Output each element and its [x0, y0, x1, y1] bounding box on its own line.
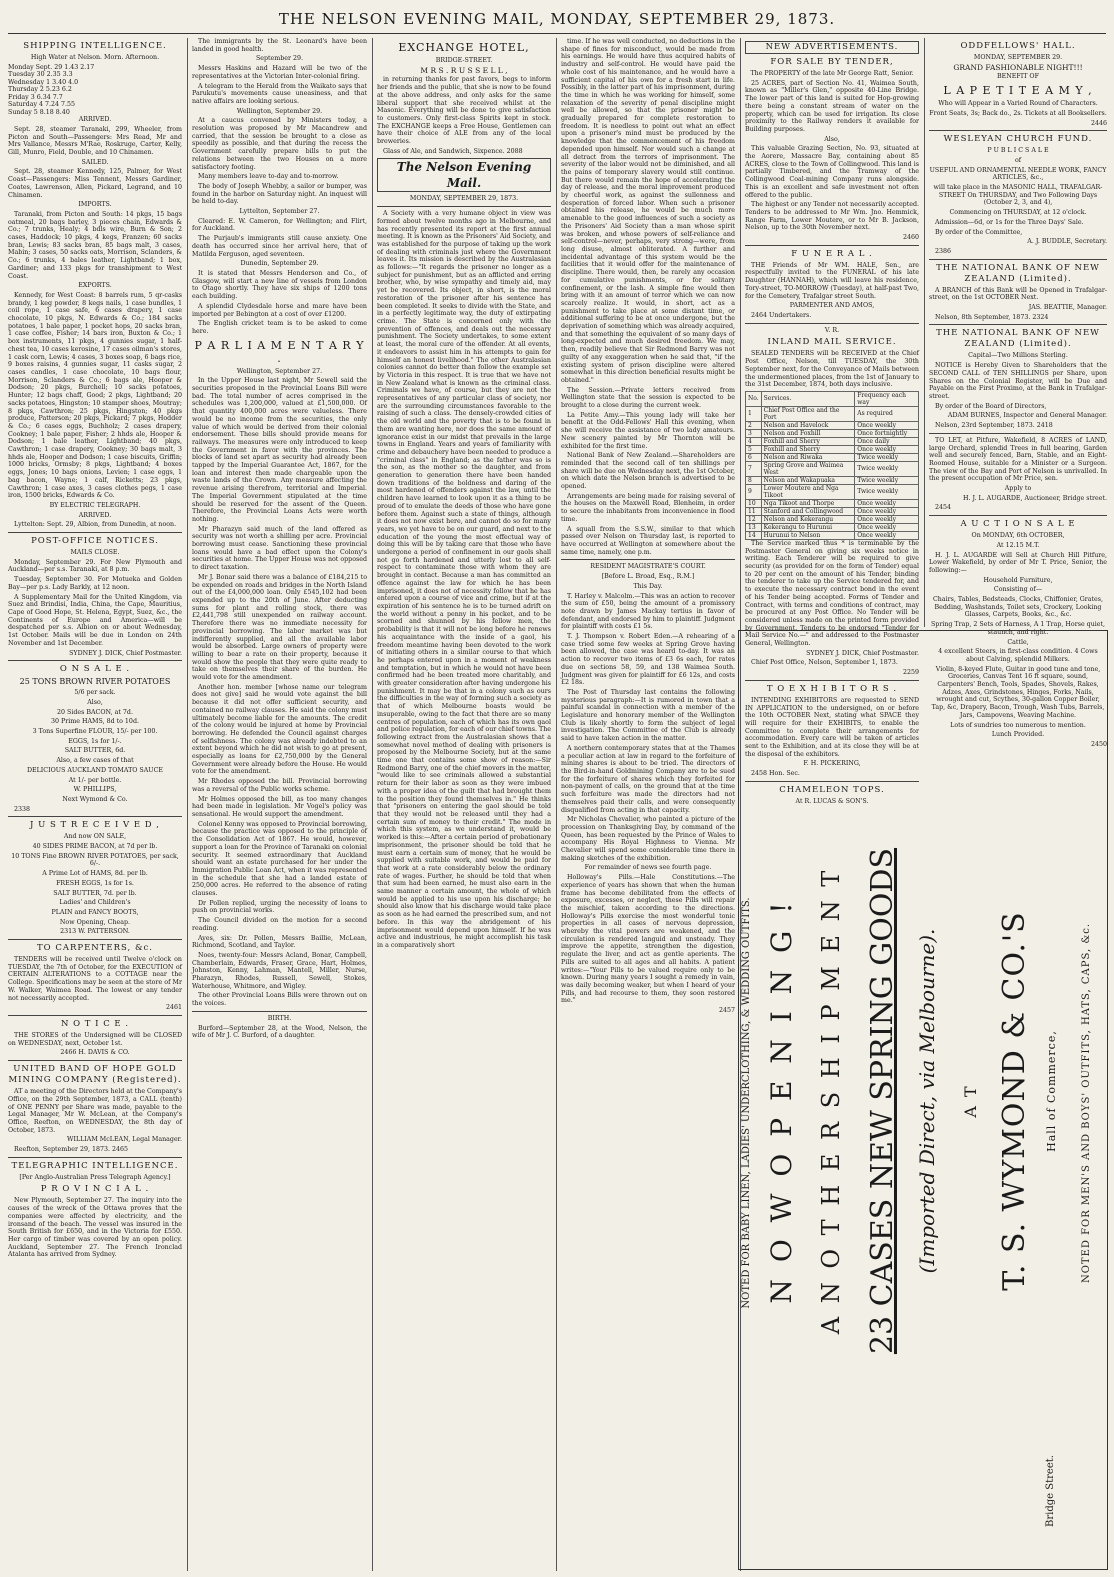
sale-line: DELICIOUS AUCKLAND TOMATO SAUCE	[26, 766, 164, 774]
ad-line-imported: (Imported Direct, via Melbourne).	[915, 928, 939, 1274]
divider	[8, 532, 182, 533]
table-row	[746, 429, 919, 437]
news-item: The Post of Thursday last contains the following mysterious paragraph:—It is rumored in town that a painful scandal in connection with a member of the Legislature and honorary member of the Wellington Club is likely shortly to form the subject of legal investigation. The Committee of the Club is already said to have taken action in the matter.	[561, 688, 735, 743]
la-petite-amy: L A P E T I T E A M Y ,	[943, 84, 1093, 98]
signature: F. H. PICKERING,	[803, 760, 861, 768]
column-5	[745, 38, 919, 805]
column-divider	[556, 38, 557, 1571]
masthead: THE NELSON EVENING MAIL, MONDAY, SEPTEMBER 29, 1873.	[278, 10, 836, 28]
parliament-text: Noes, twenty-four: Messrs Acland, Bonar, Campbell, Chamberlain, Edwards, Fraser, Grace, Hart, Holmes, Johnston, Kenny, Lahman, Mantell, Miller, Nurse, Pharazyn, Rhodes, Russell, Sewell, Stokes, Waterhouse, Whitmore, and Wigley.	[192, 951, 367, 990]
national-bank-text: NOTICE is Hereby Given to Shareholders that the SECOND CALL of TEN SHILLINGS per Share, upon Shares on the Colonial Register, will be Due and Payable on the First Proximo, at the Bank in Trafalgar-street.	[929, 362, 1107, 400]
telegraph-text: Lyttelton: Sept. 29, Albion, from Dunedin, at noon.	[14, 521, 177, 529]
news-item: The immigrants by the St. Leonard's have been landed in good health.	[192, 38, 367, 53]
table-cell: Chief Post Office and the Port	[761, 406, 855, 421]
public-sale: P U B L I C S A L E	[987, 147, 1049, 155]
court-case: T. Harley v. Malcolm.—This was an action to recover the sum of £50, being the amount of a promissory note drawn by James Mackay tertius in favor of defendant, and endorsed by him to plaintiff. Judgment for plaintiff with costs £1 5s.	[561, 592, 735, 631]
table-cell: 9	[746, 484, 762, 499]
table-cell: Nelson and Havelock	[761, 421, 855, 429]
table-cell: Nelson and Wakapuaka	[761, 476, 855, 484]
table-cell: Foxhill and Sherry	[761, 445, 855, 453]
auction-heading: A U C T I O N S A L E	[960, 519, 1076, 530]
mails-close: MAILS CLOSE.	[70, 549, 120, 557]
auction-items: Spring Trap, 2 Sets of Harness, A 1 Trap, Horse quiet, staunch, and right.	[930, 621, 1106, 636]
dateline: Nelson, 23rd September, 1873. 2418	[935, 422, 1053, 430]
table-cell: 4	[746, 437, 762, 445]
exports-heading: EXPORTS.	[78, 282, 112, 290]
auction-items: 4 excellent Steers, in first-class condition. 4 Cows about Calving, splendid Milkers.	[938, 648, 1098, 663]
table-row	[746, 515, 919, 523]
parliament-text: In the Upper House last night, Mr Sewell said the securities proposed in the Provincial Loans Bill were bad. The total number of acres comprised in the schedules was 1,200,000, valued at £1,500,000. Of that quantity 400,000 acres were valueless. There would be no income from the securities, the only value of which would be derived from their colonial endorsement. These bills should provide means for railways. The measures were only introduced to keep the Government in favor with the provinces. The blocks of land set apart as security had already been tapped by the Imperial Guarantee Act, 1867, for the loan and interest then made chargeable upon the waste lands of the Crown. Any measure affecting the revenue arising therefrom, territorial and Imperial. The Imperial Government stipulated at the time should be reserved for the assent of the Queen. Therefore, the Provincial Loans Acts were worth nothing.	[192, 377, 367, 523]
auction-items: Violin, 8-keyed Flute, Guitar in good tune and tone, Groceries, Canvas Tent 16 ft square, sound, Carpenters' Bench, Tools, Spades, Shovels, Rakes, Adzes, Axes, Grindstones, Hinges, Forks, Nails, wrought and cut, Scythes, 30-gallon Copper Boiler, Tap, &c, Drapery, Bacon, Trough, Wash Tubs, Barrels, Jars, Campovens, Weaving Machine.	[931, 665, 1105, 719]
jr-line: Now Opening, Cheap.	[59, 918, 131, 926]
arrived-text: Sept. 28, steamer Taranaki, 299, Wheeler, from Picton and South—Passengers: Mrs Read, Mr and Mrs Vallance, Messrs M'Rae, Roskruge, Carter, Kelly, Gill, Munro, Field, Double, and 10 Chinamen.	[8, 125, 182, 157]
tide-row: Monday Sept. 29 1.43 2.17	[8, 63, 95, 71]
news-item: A telegram to the Herald from the Waikato says that Parukutu's movements cause uneasiness, and that native affairs are looking serious.	[192, 82, 367, 105]
parliament-text: The other Provincial Loans Bills were thrown out on the voices.	[192, 992, 367, 1008]
news-item: A northern contemporary states that at the Thames a peculiar action at law in regard to the forfeiture of mining shares is about to be tried. The directors of the Bird-in-hand Goldmining Company are to be sued for the forfeiture of shares which they forfeited for non-payment of calls, on the ground that at the time such forfeiture was made the directors had not themselves paid their calls, and were consequently disqualified from acting in that capacity.	[561, 744, 735, 814]
table-header: Services.	[761, 391, 855, 406]
table-cell: Twice weekly	[855, 461, 919, 476]
national-bank-text: A BRANCH of this Bank will be Opened in Trafalgar-street, on the 1st OCTOBER Next.	[929, 286, 1107, 302]
table-cell: 3	[746, 429, 762, 437]
signature: H. J. L. AUGARDE, Auctioneer, Bridge street.	[962, 494, 1107, 502]
table-cell: Once weekly	[855, 499, 919, 507]
divider	[8, 660, 182, 661]
auction-heading-item: Cattle,	[1007, 638, 1029, 646]
news-item: The body of Joseph Whebby, a sailor or bumper, was found in the harbor on Saturday night. An inquest will be held to-day.	[192, 182, 367, 206]
auction-time: At 12.15 M.T.	[996, 541, 1040, 549]
table-cell: Once weekly	[855, 523, 919, 531]
divider	[8, 1015, 182, 1016]
court-heading: RESIDENT MAGISTRATE'S COURT.	[590, 563, 706, 571]
oddfellows-heading: ODDFELLOWS' HALL.	[960, 41, 1076, 51]
table-row	[746, 507, 919, 515]
table-cell: Once weekly	[855, 507, 919, 515]
table-header: No.	[746, 391, 762, 406]
ad-number: 2450	[1090, 741, 1107, 748]
tide-row: Thursday 2 5.23 6.2	[8, 86, 72, 94]
telegraphic-sub: [Per Anglo-Australian Press Telegraph Agency.]	[19, 1173, 171, 1181]
lunch-provided: Lunch Provided.	[991, 731, 1045, 739]
divider	[8, 1157, 182, 1158]
new-ads-heading: NEW ADVERTISEMENTS.	[745, 41, 919, 54]
news-item: A splendid Clydesdale horse and mare have been imported per Bebington at a cost of over £1200.	[192, 302, 367, 318]
table-row	[746, 437, 919, 445]
signature: ADAM BURNES, Inspector and General Manager.	[947, 412, 1107, 420]
exhibitors-heading: T O E X H I B I T O R S .	[766, 683, 898, 694]
divider	[929, 130, 1107, 131]
wesleyan-heading: WESLEYAN CHURCH FUND.	[943, 134, 1093, 145]
ad-line-bridge-street: Bridge Street.	[1045, 1455, 1056, 1527]
tender-text: 25 ACRES, part of Section No. 41, Waimea South, known as "Miller's Glen," opposite 40-Line Bridge. The lower part of this land is suited for Hop-growing there being a constant stream of water on the property, which can be used for irrigation. Its close proximity to the Railway renders it available for Building purposes.	[745, 79, 919, 133]
hotel-proprietor: M R S . R U S S E L L ,	[420, 65, 508, 75]
paper-title: The Nelson Evening Mail.	[377, 158, 551, 192]
court-case: T. J. Thompson v. Robert Eden.—A rehearing of a case tried some few weeks at Spring Grove having been allowed, the case was heard to-day. It was an action to recover two items of £3 6s each, for rates due on sections 58, 59, and 138 Waimea South. Judgment was given for plaintiff for £6 12s, and costs £2 18s.	[561, 633, 735, 687]
tender-also: Also,	[824, 135, 840, 143]
table-row	[746, 499, 919, 507]
column-2	[192, 38, 367, 1571]
to-let-text: TO LET, at Pitfure, Wakefield, 8 ACRES of LAND, large Orchard, splendid Trees in full bearing, Garden well and securely fenced, Barn, Stable, and an Eight-Roomed House, suitable for a Minister or a Surgeon. The view of the Bay and Port of Nelson is unrivalled. In the present occupation of Mr Price, sen.	[929, 436, 1107, 483]
sale-line: 20 Sides BACON, at 7d.	[57, 708, 133, 716]
table-row	[746, 445, 919, 453]
table-cell: 6	[746, 453, 762, 461]
ad-number: 2338	[14, 805, 31, 813]
sale-line: 5/6 per sack.	[74, 689, 116, 697]
table-cell: 11	[746, 507, 762, 515]
hotel-footer: Glass of Ale, and Sandwich, Sixpence. 2088	[383, 147, 523, 155]
sale-line: At 1/- per bottle.	[68, 776, 122, 784]
masthead-rule	[8, 33, 1106, 34]
jr-line: A Prime Lot of HAMS, 8d. per lb.	[42, 870, 148, 878]
column-1	[8, 38, 182, 1571]
column-4	[561, 38, 735, 1571]
tide-header: High Water at Nelson. Morn. Afternoon.	[30, 54, 160, 61]
ad-number: 2446	[1090, 119, 1107, 127]
table-cell: Kekerangu to Hurunui	[761, 523, 855, 531]
news-item: Mr Nicholas Chevalier, who painted a picture of the procession on Thanksgiving Day, by command of the Queen, has been requested by the Prince of Wales to accompany His Royal Highness to Vienna. Mr Chevalier will spend some considerable time there in making sketches of the exhibition.	[561, 816, 735, 862]
news-item: A squall from the S.S.W., similar to that which passed over Nelson on Thursday last, is reported to have occurred at Wellington at somewhere about the same time, namely, one p.m.	[561, 525, 735, 556]
on-sale-heading: O N S A L E .	[59, 664, 131, 675]
wesleyan-place: will take place in the MASONIC HALL, TRAFALGAR-STREET On THURSDAY, and Two Following Days (October 2, 3, and 4),	[933, 184, 1103, 207]
ad-number: 2259	[902, 669, 919, 677]
table-cell: Once weekly	[855, 421, 919, 429]
column-divider	[924, 38, 925, 627]
sailed-text: Sept. 28, steamer Kennedy, 125, Palmer, for West Coast—Passengers: Miss Tennent, Messrs Gardiner, Coates, Lawrenson, Allen, Pickard, Legrand, and 10 Chinamen.	[8, 168, 182, 199]
parliament-text: Another hon. member [whose name our telegram does not give] said he would vote against the bill because it did not offer sufficient security, and contained no railway clauses. He said the colony must ultimately become liable for the amounts. The credit of the colony would be injured at home by Provincial borrowing. He defended the Council against charges of selfishness. The colony was already indebted to an extent beyond which he did not wish to go at present, especially as loans for £2,750,000 by the General Government were already before the House. He would vote for the amendment.	[192, 683, 367, 776]
jr-line: And now ON SALE,	[63, 833, 127, 841]
carpenters-heading: TO CARPENTERS, &c.	[37, 943, 153, 954]
table-row	[746, 453, 919, 461]
table-cell: 14	[746, 531, 762, 539]
tide-row: Saturday 4 7.24 7.55	[8, 101, 76, 109]
divider	[8, 1060, 182, 1061]
national-bank-heading: THE NATIONAL BANK OF NEW ZEALAND (Limited).	[936, 328, 1100, 350]
signature: 2313 W. PATTERSON.	[60, 928, 130, 936]
table-cell: As required	[855, 406, 919, 421]
mail-notice: Monday, September 29. For New Plymouth and Auckland—per s.s. Taranaki, at 8 p.m.	[8, 558, 182, 574]
inland-mail-text: The Service marked thus * is terminable by the Postmaster General on giving six weeks notice in writing. Each Tenderer will be required to give security (as provided for on the form of Tender) equal to 20 per cent on the amount of his Tender, binding the tenderer to take up the Service tendered for, and to execute the necessary contract bond in the event of his Tender being accepted. Forms of Tender and Contract, with terms and conditions of contract, may be procured at any Post Office. No Tender will be considered unless made on the printed form provided by Government. Tenders to be endorsed "Tender for Mail Service No.—" and addressed to the Postmaster General, Wellington.	[745, 539, 919, 648]
table-cell: Lower Moutere and Nga Tikoot	[761, 484, 855, 499]
table-cell: Foxhill and Sherry	[761, 437, 855, 445]
news-item: The Purjaub's immigrants still cause anxiety. One death has occurred since her arrival here, that of Matilda Ferguson, aged seventeen.	[192, 235, 367, 258]
tender-sub: The PROPERTY of the late Mr George Ratt, Senior.	[750, 70, 914, 77]
divider	[8, 816, 182, 817]
table-cell: Once weekly	[855, 515, 919, 523]
divider	[192, 1011, 367, 1012]
ad-line-wymond: T. S. WYMOND & CO.'S	[997, 911, 1032, 1291]
dateline: Nelson, 8th September, 1873. 2324	[935, 313, 1049, 321]
news-item: Many members leave to-day and to-morrow.	[198, 173, 339, 181]
table-row	[746, 523, 919, 531]
ad-line-now-opening: N O W O P E N I N G !	[765, 898, 798, 1304]
table-cell: 10	[746, 499, 762, 507]
editorial-text: time. If he was well conducted, no deductions in the shape of fines for misconduct, would be made from his earnings. He would have thus acquired habits of industry and self-control. He would have paid the whole cost of his maintenance, and he would have a sufficient capital of his own for a fresh start in life. Possibly, in the latter part of his imprisonment, during the time in which he was working for himself, some relaxation of the severity of penal discipline might well be allowed, so that the prisoner might be gradually prepared for complete restoration to freedom. It is needless to point out what an effect upon a prisoner's mind must be produced by the knowledge that the commencement of his freedom depended upon himself. Nor would such a change at all detract from the terrors of imprisonment. The severity of the labor would not be diminished, and all the pains of temporary slavery would still continue. But there would remain the hope of accelerating the day of release, and the moral improvement produced by cheerful work, as against the sullenness and desperation of forced labor. When such a prisoner obtained his release, he would be much more amenable to the good influences of such a society as the Prisoners' Aid Society than a man whose spirit was broken, and whose powers of self-reliance and self-control—never, perhaps, very strong—were, from long disuse, almost obliterated. A further and incidental advantage of this system would be the facilities that it would offer for the maintenance of discipline. There would, then, be rarely any occasion for cumulative punishments, or for solitary confinement, or the lash. A simple fine would then bring with it an amount of terror which we can now scarcely realize. It would, in short, act as a punishment to take place at some distant time, or additional suffering to be at once undergone, but the deprivation of something which was already acquired, and that something the equivalent of so many days of long-expected and much desired freedom. We may, then, readily believe that Sir Redmond Barry was not guilty of any exaggeration when he said that, "if the existing system of prison discipline were altered somewhat in this direction beneficial results might be obtained."	[561, 38, 735, 384]
dateline: Dunedin, September 29.	[240, 260, 319, 268]
column-3	[377, 38, 551, 1571]
ad-number: Reefton, September 29, 1873. 2465	[14, 1146, 129, 1154]
telegraph-heading: BY ELECTRIC TELEGRAPH.	[49, 501, 141, 509]
divider	[561, 559, 735, 560]
sale-line: EGGS, 1s for 1/-.	[68, 737, 122, 745]
table-row	[746, 531, 919, 539]
table-cell: Twice weekly	[855, 453, 919, 461]
parliamentary-heading: P A R L I A M E N T A R Y .	[194, 338, 365, 365]
imports-text: Taranaki, from Picton and South: 14 pkgs, 15 bags oatmeal, 20 bags barley, 3 pieces chain, Edwards & Co.; 7 trunks, Healy; 4 bdls wire, Burn & Son; 2 cases, Haddock; 10 pkgs, 4 kegs, Franzen; 60 sacks bran, Lewis; 83 sacks bran, 85 bags malt, 3 cases, Mabin; 3 cases, 50 sacks oats, Morrison, Sclanders, & Co.; 6 trunks, 4 bales leather, Lightband; 1 box, Gardiner; and 133 pkgs for transhipment to West Coast.	[8, 210, 182, 280]
mail-service-table	[745, 391, 919, 540]
ad-line-mens-outfits: NOTED FOR MEN'S AND BOYS' OUTFITS, HATS, CAPS, &c.	[1081, 922, 1092, 1284]
table-cell: 1	[746, 406, 762, 421]
parliament-text: Ayes, six: Dr. Pollen, Messrs Baillie, McLean, Richmond, Scotland, and Taylor.	[192, 934, 367, 950]
tide-table	[8, 64, 182, 117]
jr-line: SALT BUTTER, 7d. per lb.	[53, 889, 137, 897]
parliament-text: Colonel Kenny was opposed to Provincial borrowing, because the practice was opposed to the principle of the Consolidation Act of 1867. He would, however, support a loan for the Province of Taranaki on colonial security. It seemed extraordinary that Auckland should want an estate purchased for her under the Immigration Public Loan Act, when it was represented in the schedule that she had a landed estate of 250,000 acres. He referred to the absence of rating clauses.	[192, 820, 367, 898]
jr-line: PLAIN and FANCY BOOTS,	[51, 908, 139, 916]
auction-text: H. J. L. AUGARDE will Sell at Church Hill Pitfure, Lower Wakefield, by order of Mr T. Price, Senior, the following:—	[929, 551, 1107, 574]
inland-mail-text: SEALED TENDERS will be RECEIVED at the Chief Post Office, Nelson, till TUESDAY, the 30th September next, for the Conveyance of Mails between the undermentioned places, from the 1st of January to the 31st December, 1874, both days inclusive.	[745, 350, 919, 389]
table-cell: Once weekly	[855, 531, 919, 539]
divider	[745, 323, 919, 324]
table-cell: Nelson and Foxhill	[761, 429, 855, 437]
table-cell: 7	[746, 461, 762, 476]
news-item: National Bank of New Zealand.—Shareholders are reminded that the second call of ten shillings per share will be due on Wednesday next, the 1st October, on which date the Nelson branch is advertised to be opened.	[561, 452, 735, 491]
table-cell: Stanford and Collingwood	[761, 507, 855, 515]
ad-line-spring-goods: 23 CASES NEW SPRING GOODS	[865, 847, 900, 1355]
parliament-text: Mr Pharazyn said much of the land offered as security was not worth a shilling per acre. Provincial borrowing must cease. Sanctioning these provincial loans would have a bad effect upon the Colony's securities at home. The Upper House was not opposed to direct taxation.	[192, 525, 367, 572]
potatoes-headline: 25 TONS BROWN RIVER POTATOES	[19, 677, 171, 687]
to-let-apply: Apply to	[1004, 485, 1032, 493]
parliament-text: Mr J. Bonar said there was a balance of £184,215 to be expended on roads and bridges in the North Island out of the £4,000,000 loan. Only £545,102 had been expended up to the 20th of June. After deducting sums for plant and rolling stock, there was £2,441,798 still unexpended on railway account. Therefore there was no immediate necessity for provincial borrowing. The labor market was but indifferently supplied, and all the available labor would be absorbed. Large owners of property were willing to bear a rate on their property, because it would show the people that they were quite ready to take on themselves their share of the burden. He would vote for the amendment.	[192, 573, 367, 682]
ad-number: 2454	[935, 504, 952, 512]
birth-text: Burford—September 28, at the Wood, Nelson, the wife of Mr J. C. Burford, of a daughter.	[192, 1024, 367, 1040]
hotel-address: BRIDGE-STREET.	[435, 57, 493, 64]
post-office-heading: POST-OFFICE NOTICES.	[31, 536, 159, 547]
dateline: Lyttelton, September 27.	[239, 208, 320, 216]
auction-items: Lots of sundries too numerous to mention.	[950, 721, 1086, 729]
ad-line-at: A T	[961, 1084, 980, 1118]
column-divider	[372, 38, 373, 1571]
band-of-hope-text: AT a meeting of the Directors held at the Company's Office, on the 29th September, 1873, a CALL (tenth) of ONE PENNY per Share was made, payable to the Legal Manager, Mr W. McLean, at the Company's Office, Reefton, on WEDNESDAY, the 8th day of October, 1873.	[8, 1088, 182, 1134]
divider	[745, 245, 919, 246]
imports-heading: IMPORTS.	[78, 201, 112, 209]
table-cell: Once fortnightly	[855, 429, 919, 437]
tide-row: Friday 3 6.34 7.7	[8, 93, 63, 101]
exports-text: Kennedy, for West Coast: 8 barrels rum, 5 qr-casks brandy, 1 keg powder, 8 kegs nails, 1 case bundles, 1 coil rope, 1 case safe, 6 cases drapery, 1 case chocolate, 10 pkgs, N. Edwards & Co.; 184 sacks potatoes, 1 bale paper, 1 pocket hops, 20 sacks bran, 1 case coffee, Fisher; 14 bars iron, Buxton & Co.; 1 box instruments, 11 pkgs, 4 gunnies sugar, 1 half-chest tea, 10 cases kerosine, 17 cases oilman's stores, 1 cask corn, Lewis; 4 cases, 3 boxes soap, 6 bags rice, 9 boxes raisins, 4 gunnies sugar, 11 casks sugar, 2 cases candles, 1 case chocolate, 10 bags flour, Morrison, Sclanders & Co.; 6 bags ale, Hooper & Dodson; 20 pkgs, Burchell; 10 sacks potatoes, Hunter; 12 bags chaff, Good; 2 pkgs, Lightband; 20 sacks potatoes, Hingston; 10 stamper shoes, Moutray; 8 pkgs, Cawthron; 25 pkgs, Hingston; 40 pkgs produce, Patterson; 20 pkgs, Pickard; 7 pkgs, Hodder & Co.; 6 cases eggs, Buchholz; 2 cases drapery, Cookney; 1 bale paper, Fisher; 2 hhds ale, Hooper & Dodson; 1 bale leather, Lightband; 40 pkgs, Cawthron; 1 case drapery, Cookney; 30 bags malt, 3 hhds ale, Hooper and Dodson; 1 case biscuits, Griffin; 1000 bricks, Ormsby; 8 pkgs, Lightband; 4 boxes eggs, Jones; 10 bags onions, Levien; 1 case eggs, 1 bag bacon, Wayne; 1 calf, Ricketts; 23 pkgs, Cawthron; 1 case axes, 3 cases clothes pegs, 1 case iron, 1500 bricks, Edwards & Co.	[8, 291, 182, 500]
parliament-text: The Council divided on the motion for a second reading.	[192, 917, 367, 932]
jr-line: Ladies' and Children's	[59, 899, 131, 907]
royal-cipher: V. R.	[824, 326, 840, 334]
table-cell: Spring Grove and Waimea West	[761, 461, 855, 476]
ad-number: 2386	[935, 247, 952, 255]
notice-text: THE STORES of the Undersigned will be CLOSED on WEDNESDAY, next, October 1st.	[8, 1032, 182, 1047]
national-bank-by: By order of the Board of Directors,	[935, 402, 1047, 410]
tender-text: This valuable Grazing Section, No. 93, situated at the Aorere, Massacre Bay, containing about 85 ACRES, close to the Town of Collingwood. This land is partially Timbered, and the Tramway of the Collingwood Coal-mining Company runs alongside. This is an excellent and safe investment not often offered to the public.	[745, 145, 919, 199]
table-cell: 8	[746, 476, 762, 484]
sale-line: Next Wymond & Co.	[62, 795, 128, 803]
parliament-text: Mr Rhodes opposed the bill. Provincial borrowing was a reversal of the Public works scheme.	[192, 778, 367, 793]
divider	[929, 515, 1107, 516]
birth-heading: BIRTH.	[267, 1014, 292, 1022]
signature: SYDNEY J. DICK, Chief Postmaster.	[806, 649, 919, 657]
table-cell: Twice weekly	[855, 484, 919, 499]
table-cell: Once weekly	[855, 445, 919, 453]
provincial-text: New Plymouth, September 27. The inquiry into the causes of the wreck of the Ottawa proves that the companies were affected by electricity, and the ironsand of the beach. The vessel was insured in the South British for £650, and in the Victoria for £550. Her cargo of timber was covered by an open policy. Auckland, September 27. The French Ironclad Atalanta has arrived from Sydney.	[8, 1197, 182, 1259]
ad-line-another-shipment: A N O T H E R S H I P M E N T	[817, 867, 845, 1335]
wesleyan-admission: Admission—6d, or 1s for the Three Days' Sale.	[935, 218, 1084, 226]
jr-line: 40 SIDES PRIME BACON, at 7d per lb.	[32, 843, 158, 851]
table-cell: Nga Tikoot and Thorpe	[761, 499, 855, 507]
news-remainder: For remainder of news see fourth page.	[584, 864, 712, 872]
wesleyan-items: USEFUL AND ORNAMENTAL NEEDLE WORK, FANCY ARTICLES, &c.,	[929, 166, 1107, 182]
ad-number: 2457	[718, 1007, 735, 1015]
table-cell: 5	[746, 445, 762, 453]
court-day: This Day.	[633, 582, 663, 590]
shipping-heading: SHIPPING INTELLIGENCE.	[23, 41, 167, 51]
signature: PARMENTER AND AMOS,	[789, 302, 875, 310]
notice-heading: N O T I C E .	[60, 1019, 130, 1029]
wesleyan-of: of	[1014, 156, 1022, 164]
news-item: The Session.—Private letters received from Wellington state that the session is expected to be brought to a close during the current week.	[561, 386, 735, 410]
jr-line: 10 TONS Fine BROWN RIVER POTATOES, per sack, 6/-.	[11, 852, 179, 868]
table-cell: Nelson and Kekerangu	[761, 515, 855, 523]
table-cell: Hurunui to Nelson	[761, 531, 855, 539]
carpenters-text: TENDERS will be received until Twelve o'clock on TUESDAY, the 7th of October, for the EXECUTION of CERTAIN ALTERATIONS to a COTTAGE near the College. Specifications may be seen at the store of Mr W. Walker, Waimea Road. The lowest or any tender not necessarily accepted.	[8, 956, 182, 1002]
provincial-heading: P R O V I N C I A L .	[40, 1184, 150, 1195]
tide-row: Wednesday 1 3.40 4.0	[8, 78, 79, 86]
signature: JAS. BEATTIE, Manager.	[1028, 304, 1107, 312]
ad-number: 2461	[165, 1004, 182, 1012]
arrived-heading: ARRIVED.	[78, 116, 112, 124]
divider	[929, 433, 1107, 434]
hotel-heading: EXCHANGE HOTEL,	[398, 41, 530, 54]
divider	[929, 259, 1107, 260]
tide-row: Tuesday 30 2.35 3.3	[8, 71, 73, 79]
parliament-text: Mr Holmes opposed the bill, as too many changes had been made in legislation. Mr Vogel's policy was sensational. He would support the amendment.	[192, 795, 367, 818]
chameleon-sub: At R. LUCAS & SON'S.	[795, 797, 869, 805]
sale-line: Also,	[87, 698, 103, 706]
news-item: At a caucus convened by Ministers today, a resolution was proposed by Mr Macandrew and carried, that the session be brought to a close as speedily as possible, and that during the recess the Government carefully prepare bills to put the relations between the two Houses on a more satisfactory footing.	[192, 117, 367, 171]
table-row	[746, 476, 919, 484]
table-cell: 12	[746, 515, 762, 523]
wesleyan-by: By order of the Committee,	[935, 228, 1023, 236]
sale-line: Also, a few cases of that	[56, 757, 134, 765]
ad-number: 2464 Undertakers.	[751, 311, 812, 319]
hotel-text: in returning thanks for past favors, begs to inform her friends and the public, that she is now to be found at the above address, and only asks for the same liberal support that she received whilst at the Masonic. Everything will be done to give satisfaction to customers. Only first-class Spirits kept in stock. The EXCHANGE keeps a Free House, Gentlemen can have their choice of ALE from any of the local breweries.	[377, 76, 551, 146]
jr-line: FRESH EGGS, 1s for 1s.	[56, 879, 134, 887]
ad-line-baby-linen: NOTED FOR BABY LINEN, LADIES' UNDERCLOTHING, & WEDDING OUTFITS.	[741, 897, 752, 1309]
dateline: Wellington, September 27.	[236, 367, 323, 375]
funeral-text: THE Friends of Mr WM. HALE, Sen., are respectfully invited to the FUNERAL of his late Daughter (HANNAH), which will leave his residence, Tory-street, TO-MORROW (Tuesday), at half-past Two, for the Cemetery, Trafalgar street South.	[745, 261, 919, 300]
table-cell: 13	[746, 523, 762, 531]
table-cell: Once daily	[855, 437, 919, 445]
national-bank-capital: Capital—Two Millions Sterling.	[968, 352, 1068, 360]
wesleyan-time: Commencing on THURSDAY, at 12 o'clock.	[949, 209, 1087, 217]
table-cell: Nelson and Riwaka	[761, 453, 855, 461]
dateline: MONDAY, SEPTEMBER 29.	[973, 54, 1063, 61]
news-item: It is stated that Messrs Henderson and Co., of Glasgow, will start a new line of vessels from London to Otago shortly. They have six ships of 1200 tons each building.	[192, 269, 367, 301]
news-item: Arrangements are being made for raising several of the houses on the Maxwell Road, Blenheim, in order to secure the inhabitants from inconvenience in flood time.	[561, 492, 735, 523]
editorial-text: A Society with a very humane object in view was formed about twelve months ago in Melbourne, and has recently presented its report at the first annual meeting. It is known as the Prisoners' Aid Society, and was established for the purpose of taking up the work of dealing with criminals just where the Government leaves it. Its mission is described by the Australasian as follows:—"It regards the prisoner no longer as a subject for punishment, but as an afflicted and erring brother, who, by wise sympathy and timely aid, may yet be recovered. Its object, in short, is the moral restoration of the prisoner after his sentence has been completed. It seeks to divide with the State, and in a perfectly legitimate way, the duty of extirpating crime. The State is concerned only with the prevention of offences, and deals out the necessary punishment. The Society undertakes, to some extent at least, the moral cure of the offender. At all events, it endeavors to assist him in his attempts to gain for himself an honest livelihood." The other Australasian colonies cannot do better than follow the example set by Victoria in this respect. It is true that we have not in New Zealand what is known as the criminal class. Criminals we have, of course, but they are not the representatives of any particular class of society, nor are the surrounding circumstances favorable to the raising of such a class. The densely-crowded cities of the old world and the poverty that is to be found in them are wanting here, nor does the same amount of ignorance exist in our midst that prevails in the large towns in England. Years and years of familiarity with crime and debauchery have been needed to produce a "criminal class" in England; as the father was so is the son, as the mother so the daughter, and from generation to generation there have been handed down traditions of the boldness and daring of the most hardened of offenders against the law, until the children have learned to look upon it as a thing to be proud of to emulate the deeds of those who have gone before them. Against such a state of things, although it does not now exist here, and cannot do so for many years, we yet have to be on our guard, and next to the education of the young the most effectual way of doing this will be by taking care that those who have undergone a period of confinement in our gaols shall not go forth hardened and utterly lost to all self-respect to contaminate those with whom they are brought in contact. Because a man has committed an offence against the law for which he has been imprisoned, it does not of necessity follow that he has entered upon a course of vice and crime, but if at the expiration of his sentence he is to be turned adrift on the world without a penny in his pocket, and to be scorned and shunned by his fellow men, the probability is that it will not be long before he renews his acquaintance with the inside of a gaol, his freedom meantime having been devoted to the work of initiating others in a similar course to that which he perhaps entered upon in a moment of weakness and temptation, but in which he would not have been confirmed had he been treated more charitably, and with greater consideration after having undergone his punishment. It may be that in a colony such as ours the difficulties in the way of forming such a society as that of which Melbourne boasts would be insuperable, owing to the fact that there are so many centres of population, each of which has its own gaol and police regulation, for each of our chief towns. The following extract from the Australasian shows that a somewhat novel method of dealing with prisoners is proposed by the Melbourne Society, but at the same time one that contains some show of reason:—Sir Redmond Barry, one of the chief movers in the matter, "would like to see criminals allowed a substantial return for their labor as soon as they were imbued with a proper idea of the guilt that had brought them to the position they found themselves in." He thinks that "prisoners on entering the gaol should be told that they would not be released until they had a certain sum of money to their credit." The mode in which this system, as we understand it, would be worked is this:—After a certain period of probationary imprisonment, the prisoner should be told that he must earn a certain sum of money, that he would be supplied with suitable work, and would be paid for that work at a rate considerably below the ordinary rate of wages. Further, he should be told that when that sum had been earned, he must also earn in the same manner a certain amount, the whole of which would be applied to his use upon his discharge; he should also know that his discharge would take place as soon as he had earned the prescribed sum, and not before. In this way the abridgement of his imprisonment would depend upon himself. If he was active and industrious, he might accomplish his task in a comparatively short	[377, 210, 551, 949]
sale-line: 3 Tons Superfine FLOUR, 15/- per 100.	[32, 728, 158, 736]
ad-number: 2460	[902, 234, 919, 242]
news-item: The English cricket team is to be asked to come here.	[192, 320, 367, 335]
just-received-heading: J U S T R E C E I V E D ,	[29, 820, 161, 831]
news-item: Messrs Haskins and Hazard will be two of the representatives at the Victorian Inter-colonial firing.	[192, 65, 367, 80]
table-cell: Twice weekly	[855, 476, 919, 484]
table-row	[746, 461, 919, 476]
table-cell: 2	[746, 421, 762, 429]
oddfellows-text: Who will Appear in a Varied Round of Characters.	[938, 100, 1098, 108]
news-item: Cleared: E. W. Cameron, for Wellington; and Flirt, for Auckland.	[192, 217, 367, 233]
paper-date: MONDAY, SEPTEMBER 29, 1873.	[409, 195, 519, 203]
table-row	[746, 421, 919, 429]
table-row	[746, 484, 919, 499]
benefit-of: BENEFIT OF	[997, 73, 1039, 81]
holloway-ad: Holloway's Pills.—Hale Constitutions.—The experience of years has shown that when the human frame has become debilitated from the effects of exposure, excesses, or neglect, these Pills will repair the mischief, taken according to the directions. Holloway's Pills exercise the most wonderful tonic properties in all cases of nervous depression, whereby the vital powers are weakened, and the circulation is rendered languid and unsteady. They improve the appetite, strengthen the digestion, regulate the liver, and act as gentle aperients. The Pills are suited to all ages and all habits. A patient writes:—"Your Pills to be valued require only to be known. During many years I sought a remedy in vain, was daily becoming weaker, but when I heard of your Pills, and had recourse to them, they soon restored me."	[561, 874, 735, 1005]
mail-notice: Tuesday, September 30. For Motueka and Golden Bay—per p.s. Lady Barkly, at 12 noon.	[8, 576, 182, 591]
news-item: La Petite Amy.—This young lady will take her benefit at the Odd-Fellows' Hall this evening, when she will receive the assistance of two lady amateurs. New scenery painted by Mr Thornton will be exhibited for the first time.	[561, 411, 735, 450]
sale-line: 30 Prime HAMS, 8d to 10d.	[51, 718, 139, 726]
auction-consisting: Consisting of—	[993, 586, 1043, 594]
dateline: Wellington, September 29.	[236, 107, 323, 115]
signature: SYDNEY J. DICK, Chief Postmaster.	[69, 649, 182, 657]
sale-line: SALT BUTTER, 6d.	[64, 747, 126, 755]
dateline: September 29.	[255, 55, 304, 63]
signature: A. J. BUDDLE, Secretary.	[1027, 238, 1107, 246]
table-row	[746, 406, 919, 421]
column-divider	[187, 38, 188, 1571]
signature: WILLIAM McLEAN, Legal Manager.	[66, 1136, 182, 1144]
chameleon-heading: CHAMELEON TOPS.	[779, 784, 885, 795]
parliament-text: Dr Pollen replied, urging the necessity of loans to push on provincial works.	[192, 899, 367, 915]
divider	[8, 939, 182, 940]
fashionable-night: GRAND FASHIONABLE NIGHT!!!	[953, 62, 1083, 72]
wymond-advertisement	[738, 630, 1108, 1570]
sale-line: W. PHILLIPS,	[73, 786, 117, 794]
divider	[929, 324, 1107, 325]
funeral-heading: F U N E R A L .	[791, 248, 873, 259]
auction-heading-item: Household Furniture,	[983, 576, 1053, 584]
band-of-hope-heading: UNITED BAND OF HOPE GOLD MINING COMPANY (Registered).	[8, 1064, 182, 1086]
column-6	[929, 38, 1107, 748]
inland-mail-heading: INLAND MAIL SERVICE.	[767, 337, 897, 348]
ad-number: 2458 Hon. Sec.	[751, 770, 800, 778]
ad-line-hall-of-commerce: Hall of Commerce,	[1045, 1030, 1058, 1152]
signature: 2466 H. DAVIS & CO.	[60, 1049, 130, 1057]
telegraphic-heading: TELEGRAPHIC INTELLIGENCE.	[11, 1160, 179, 1171]
telegraph-sub: ARRIVED.	[78, 511, 112, 519]
national-bank-heading: THE NATIONAL BANK OF NEW ZEALAND (Limited).	[936, 262, 1100, 284]
court-sub: [Before L. Broad, Esq., R.M.]	[601, 573, 695, 581]
tender-text: The highest or any Tender not necessarily accepted. Tenders to be addressed to Mr Wm. Jno. Hemmick, Range Farm, Lower Moutere, or to Mr B. Jackson, Nelson, up to the 30th November next.	[745, 201, 919, 232]
table-header: Frequency each way	[855, 391, 919, 406]
mail-notice: A Supplementary Mail for the United Kingdom, via Suez and Brindisi, India, China, the Cape, Mauritius, Cape of Good Hope, St. Helena, Egypt, Suez, &c., the Continents of Europe and America—will be despatched per s.s. Albion on or about Wednesday, 1st October. Mails will be due in London on 24th November and 1st December.	[8, 593, 182, 647]
exhibitors-text: INTENDING EXHIBITORS are requested to SEND IN APPLICATION to the undersigned, on or before the 10th OCTOBER Next, stating what SPACE they will require for their EXHIBITS, to enable the Committee to complete their arrangements for accommodation. Every care will be taken of articles sent to the Exhibition, and at its close they will be at the disposal of the exhibitors.	[745, 696, 919, 758]
divider	[377, 206, 551, 207]
oddfellows-prices: Front Seats, 3s; Back do., 2s. Tickets at all Booksellers.	[929, 109, 1107, 117]
tender-heading: FOR SALE BY TENDER,	[770, 57, 894, 67]
dateline: Chief Post Office, Nelson, September 1, 1873.	[751, 659, 898, 667]
tide-row: Sunday 5 8.18 8.40	[8, 108, 70, 116]
auction-date: On MONDAY, 6th OCTOBER,	[971, 532, 1065, 540]
sailed-heading: SAILED.	[81, 158, 109, 166]
auction-items: Chairs, Tables, Bedsteads, Clocks, Chiffonier, Grates, Bedding, Washstands, Toilet sets, Crockery, Looking Glasses, Carpets, Books, &c., &c.	[932, 596, 1103, 619]
